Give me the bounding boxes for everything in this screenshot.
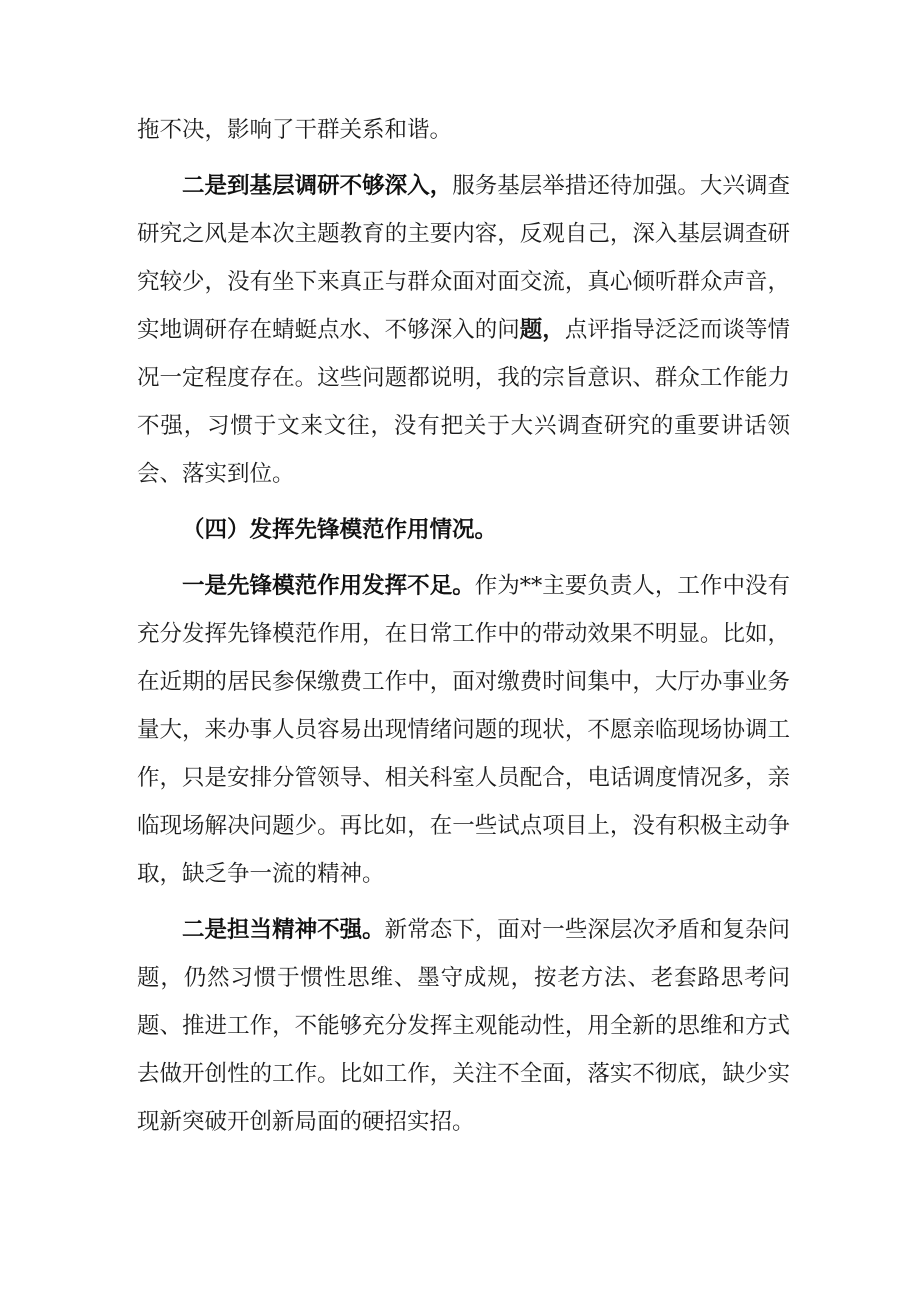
paragraph-lead: 二是担当精神不强。 [182, 917, 385, 943]
paragraph-continuation: 拖不决，影响了干群关系和谐。 [137, 117, 453, 143]
paragraph-lead: 一是先锋模范作用发挥不足。 [182, 573, 475, 599]
paragraph-text: 点评指导泛泛而谈等情况一定程度存在。这些问题都说明，我的宗旨意识、群众工作能力不强，习惯于文来文往，没有把关于大兴调查研究的重要讲话领会、落实到位。 [137, 317, 790, 487]
paragraph-text: 新常态下，面对一些深层次矛盾和复杂问题，仍然习惯于惯性思维、墨守成规，按老方法、老套路思考问题、推进工作，不能够充分发挥主观能动性，用全新的思维和方式去做开创性的工作。比如工作，关注不全面，落实不彻底，缺少实现新突破开创新局面的硬招实招。 [137, 917, 790, 1135]
paragraph-vanguard-role [137, 562, 790, 898]
section-heading: （四）发挥先锋模范作用情况。 [182, 517, 498, 543]
paragraph-lead: 二是到基层调研不够深入， [182, 173, 453, 199]
paragraph-responsibility [137, 906, 790, 1146]
document-body [137, 106, 790, 1146]
paragraph-grassroots-research [137, 162, 790, 498]
emphasized-text: 题， [519, 317, 565, 343]
paragraph-text: 作为**主要负责人，工作中没有充分发挥先锋模范作用，在日常工作中的带动效果不明显。比如，在近期的居民参保缴费工作中，面对缴费时间集中，大厅办事业务量大，来办事人员容易出现情绪问题的现状，不愿亲临现场协调工作，只是安排分管领导、相关科室人员配合，电话调度情况多，亲临现场解决问题少。再比如，在一些试点项目上，没有积极主动争取，缺乏争一流的精神。 [137, 573, 790, 887]
paragraph-text: 服务基层举措还待加强。大兴调查研究之风是本次主题教育的主要内容，反观自己，深入基层调查研究较少，没有坐下来真正与群众面对面交流，真心倾听群众声音，实地调研存在蜻蜓点水、不够深入的问 [137, 173, 790, 343]
